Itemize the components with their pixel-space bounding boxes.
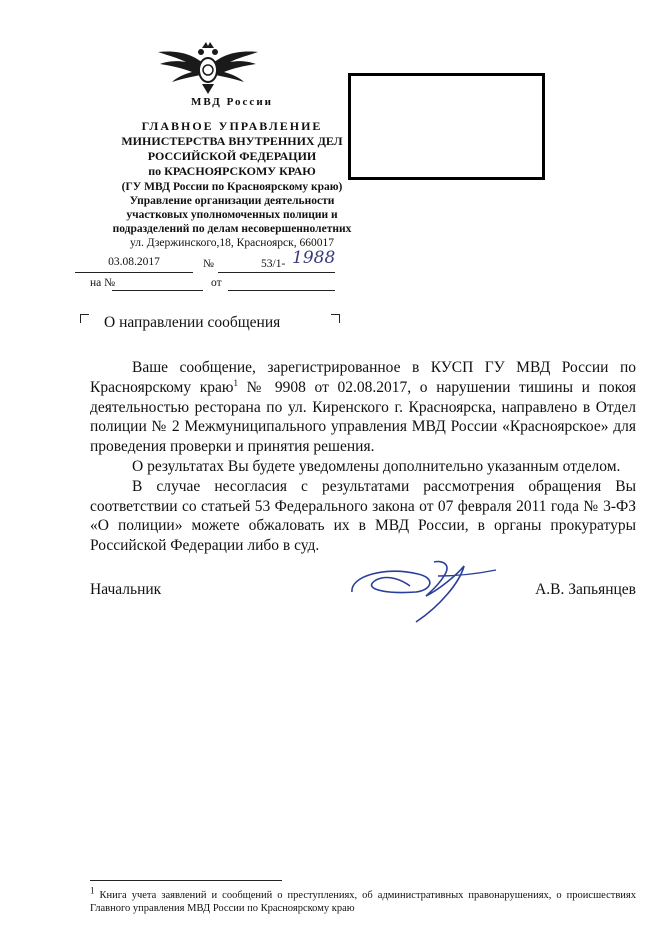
reg-number-line xyxy=(218,272,335,273)
footnote-ref: 1 xyxy=(233,377,239,388)
subject-bracket-left xyxy=(80,314,89,323)
org-line-2: МИНИСТЕРСТВА ВНУТРЕННИХ ДЕЛ xyxy=(121,134,343,148)
ref-line xyxy=(112,290,203,291)
footnote-separator xyxy=(90,880,282,881)
org-line-8: подразделений по делам несовершеннолетних xyxy=(112,223,352,235)
paragraph-2: О результатах Вы будете уведомлены дополнительно указанным отделом. xyxy=(132,457,621,475)
agency-short: МВД России xyxy=(190,96,273,108)
org-line-7: участковых уполномоченных полиции и xyxy=(126,209,338,221)
ref-label: на № xyxy=(90,277,116,289)
org-line-4: по КРАСНОЯРСКОМУ КРАЮ xyxy=(148,164,316,178)
reg-date-line xyxy=(75,272,193,273)
paragraph-1-part-a: Ваше сообщение, зарегистрированное в КУСП ГУ МВД России по Красноярскому краю xyxy=(90,359,636,396)
paragraph-1 xyxy=(90,358,636,457)
paragraph-3: В случае несогласия с результатами рассмотрения обращения Вы соответствии со статьей 53 Федерального закона от 07 февраля 2011 года № 3-ФЗ «О полиции» можете обжаловать их в МВД России, в органы прокуратуры Российской Федерации либо в суд. xyxy=(90,477,636,555)
org-line-1: ГЛАВНОЕ УПРАВЛЕНИЕ xyxy=(141,119,323,133)
paragraph-1-part-b: № 9908 от 02.08.2017, о нарушении тишины и покоя деятельностью ресторана по ул. Киренского г. Красноярска, направлено в Отдел полиции № 2 Межмуниципального управления МВД России «Красноярское» для проведения проверки и принятия решения. xyxy=(90,378,637,456)
org-line-3: РОССИЙСКОЙ ФЕДЕРАЦИИ xyxy=(147,149,317,163)
footnote-mark: 1 xyxy=(90,885,95,896)
reg-number-handwritten: 1988 xyxy=(292,248,336,268)
footnote xyxy=(90,885,636,915)
reg-number-sign: № xyxy=(203,258,214,270)
org-line-5: (ГУ МВД России по Красноярскому краю) xyxy=(121,181,343,193)
reg-date: 03.08.2017 xyxy=(108,256,160,268)
reg-number-prefix: 53/1- xyxy=(261,258,286,270)
letter-body xyxy=(90,358,636,556)
subject: О направлении сообщения xyxy=(104,314,281,331)
org-line-6: Управление организации деятельности xyxy=(129,195,335,207)
handwritten-signature-icon xyxy=(346,556,506,628)
from-label: от xyxy=(211,277,222,289)
footnote-text: Книга учета заявлений и сообщений о преступлениях, об административных правонарушениях, о происшествиях Главного управления МВД России по Красноярскому краю xyxy=(90,890,636,914)
subject-bracket-right xyxy=(331,314,340,323)
signatory-title: Начальник xyxy=(90,581,162,598)
redacted-addressee-box xyxy=(348,73,545,180)
signatory-name: А.В. Запьянцев xyxy=(535,581,636,598)
address: ул. Дзержинского,18, Красноярск, 660017 xyxy=(130,237,334,249)
mvd-emblem-icon xyxy=(156,40,260,96)
from-line xyxy=(228,290,335,291)
reg-number-field xyxy=(218,248,336,272)
